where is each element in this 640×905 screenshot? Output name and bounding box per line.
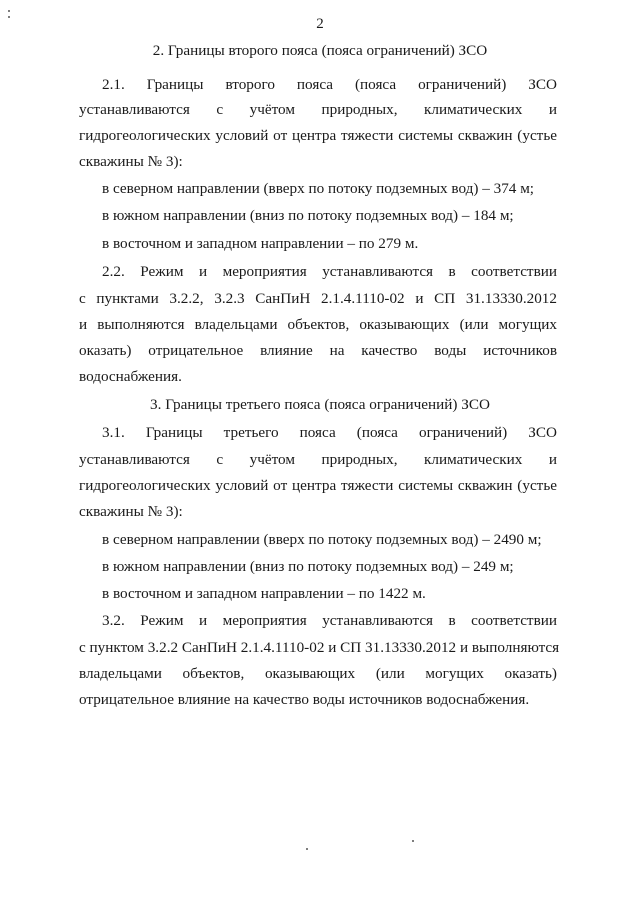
section-2-heading: 2. Границы второго пояса (пояса ограничений) ЗСО <box>152 42 488 59</box>
paragraph-3-1-line-1: 3.1. Границы третьего пояса (пояса ограничений) ЗСО <box>102 424 557 441</box>
scan-speck <box>8 16 10 18</box>
paragraph-2-2-line-4: оказать) отрицательное влияние на качество воды источников <box>79 342 557 359</box>
paragraph-3-2-line-4: отрицательное влияние на качество воды источников водоснабжения. <box>79 691 530 708</box>
paragraph-3-2-line-1: 3.2. Режим и мероприятия устанавливаются в соответствии <box>102 612 557 629</box>
section-2-south-direction: в южном направлении (вниз по потоку подземных вод) – 184 м; <box>102 207 514 224</box>
paragraph-2-1-line-2: устанавливаются с учётом природных, климатических и <box>79 101 557 118</box>
scan-speck <box>306 848 308 850</box>
section-2-east-west-direction: в восточном и западном направлении – по 279 м. <box>102 235 419 252</box>
paragraph-2-1-line-1: 2.1. Границы второго пояса (пояса ограничений) ЗСО <box>102 76 557 93</box>
scan-speck <box>412 840 414 842</box>
section-3-east-west-direction: в восточном и западном направлении – по 1422 м. <box>102 585 426 602</box>
section-3-south-direction: в южном направлении (вниз по потоку подземных вод) – 249 м; <box>102 558 514 575</box>
section-3-north-direction: в северном направлении (вверх по потоку подземных вод) – 2490 м; <box>102 531 542 548</box>
paragraph-3-1-line-2: устанавливаются с учётом природных, климатических и <box>79 451 557 468</box>
paragraph-3-1-line-3: гидрогеологических условий от центра тяжести системы скважин (устье <box>79 477 557 494</box>
paragraph-2-1-line-4: скважины № 3): <box>79 153 183 170</box>
scan-speck <box>8 10 10 12</box>
paragraph-3-1-line-4: скважины № 3): <box>79 503 183 520</box>
section-2-north-direction: в северном направлении (вверх по потоку подземных вод) – 374 м; <box>102 180 535 197</box>
section-3-heading: 3. Границы третьего пояса (пояса ограничений) ЗСО <box>150 396 490 413</box>
paragraph-3-2-line-3: владельцами объектов, оказывающих (или могущих оказать) <box>79 665 557 682</box>
page-number: 2 <box>316 16 324 32</box>
paragraph-2-2-line-2: с пунктами 3.2.2, 3.2.3 СанПиН 2.1.4.1110-02 и СП 31.13330.2012 <box>79 290 557 307</box>
paragraph-3-2-line-2: с пунктом 3.2.2 СанПиН 2.1.4.1110-02 и СП 31.13330.2012 и выполняются <box>79 639 560 656</box>
paragraph-2-2-line-5: водоснабжения. <box>79 368 182 385</box>
paragraph-2-2-line-3: и выполняются владельцами объектов, оказывающих (или могущих <box>79 316 557 333</box>
paragraph-2-1-line-3: гидрогеологических условий от центра тяжести системы скважин (устье <box>79 127 557 144</box>
paragraph-2-2-line-1: 2.2. Режим и мероприятия устанавливаются в соответствии <box>102 263 557 280</box>
